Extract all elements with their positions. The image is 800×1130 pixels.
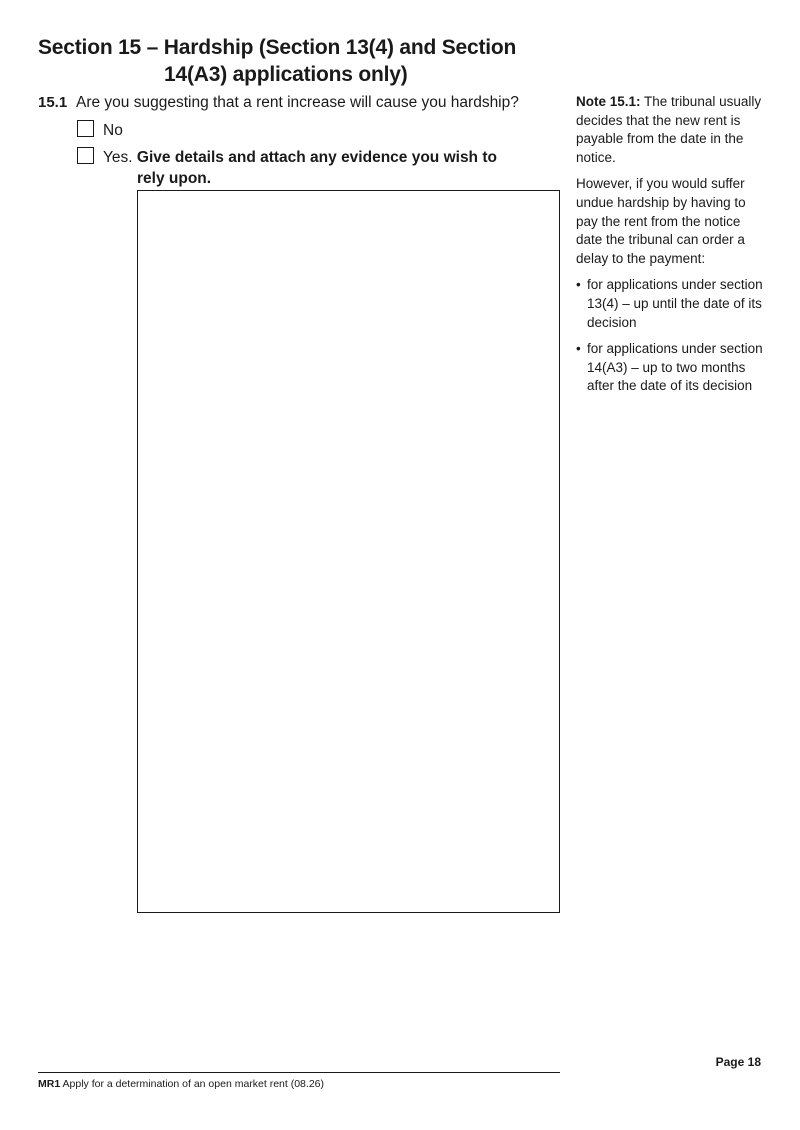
note-paragraph-2: However, if you would suffer undue hardship by having to pay the rent from the notice date the tribunal can order a delay to the payment:	[576, 176, 746, 266]
hardship-details-field[interactable]	[137, 190, 560, 913]
yes-option-text	[103, 148, 497, 168]
question-number: 15.1	[38, 94, 68, 111]
bullet-icon: •	[576, 277, 581, 293]
question-text: Are you suggesting that a rent increase will cause you hardship?	[76, 94, 519, 111]
bullet-icon: •	[576, 341, 581, 357]
note-label: Note 15.1:	[576, 94, 641, 109]
note-bullet-list	[576, 276, 766, 396]
yes-instruction-line-2: rely upon.	[137, 170, 212, 187]
footer-divider	[38, 1072, 560, 1073]
yes-label: Yes.	[103, 149, 133, 166]
section-title-line-1: Section 15 – Hardship (Section 13(4) and Section	[38, 36, 517, 59]
yes-instruction-line-1: Give details and attach any evidence you wish to	[136, 149, 497, 166]
note-paragraph-1	[576, 93, 766, 167]
no-checkbox[interactable]	[77, 120, 94, 137]
no-label: No	[103, 122, 123, 139]
note-paragraph-1-text: The tribunal usually decides that the new rent is payable from the date in the notice.	[576, 94, 762, 165]
page-number: Page 18	[715, 1055, 761, 1069]
yes-checkbox[interactable]	[77, 147, 94, 164]
guidance-note	[576, 93, 766, 404]
footer-form-title	[38, 1078, 324, 1090]
note-bullet-item	[576, 340, 766, 396]
note-bullet-text: for applications under section 13(4) – up until the date of its decision	[587, 277, 763, 330]
section-title	[38, 34, 558, 88]
section-title-line-2: 14(A3) applications only)	[164, 63, 408, 86]
form-code: MR1	[38, 1078, 61, 1090]
note-bullet-item	[576, 276, 766, 332]
note-bullet-text: for applications under section 14(A3) – up to two months after the date of its decision	[587, 341, 763, 394]
form-title: Apply for a determination of an open market rent (08.26)	[60, 1078, 324, 1090]
